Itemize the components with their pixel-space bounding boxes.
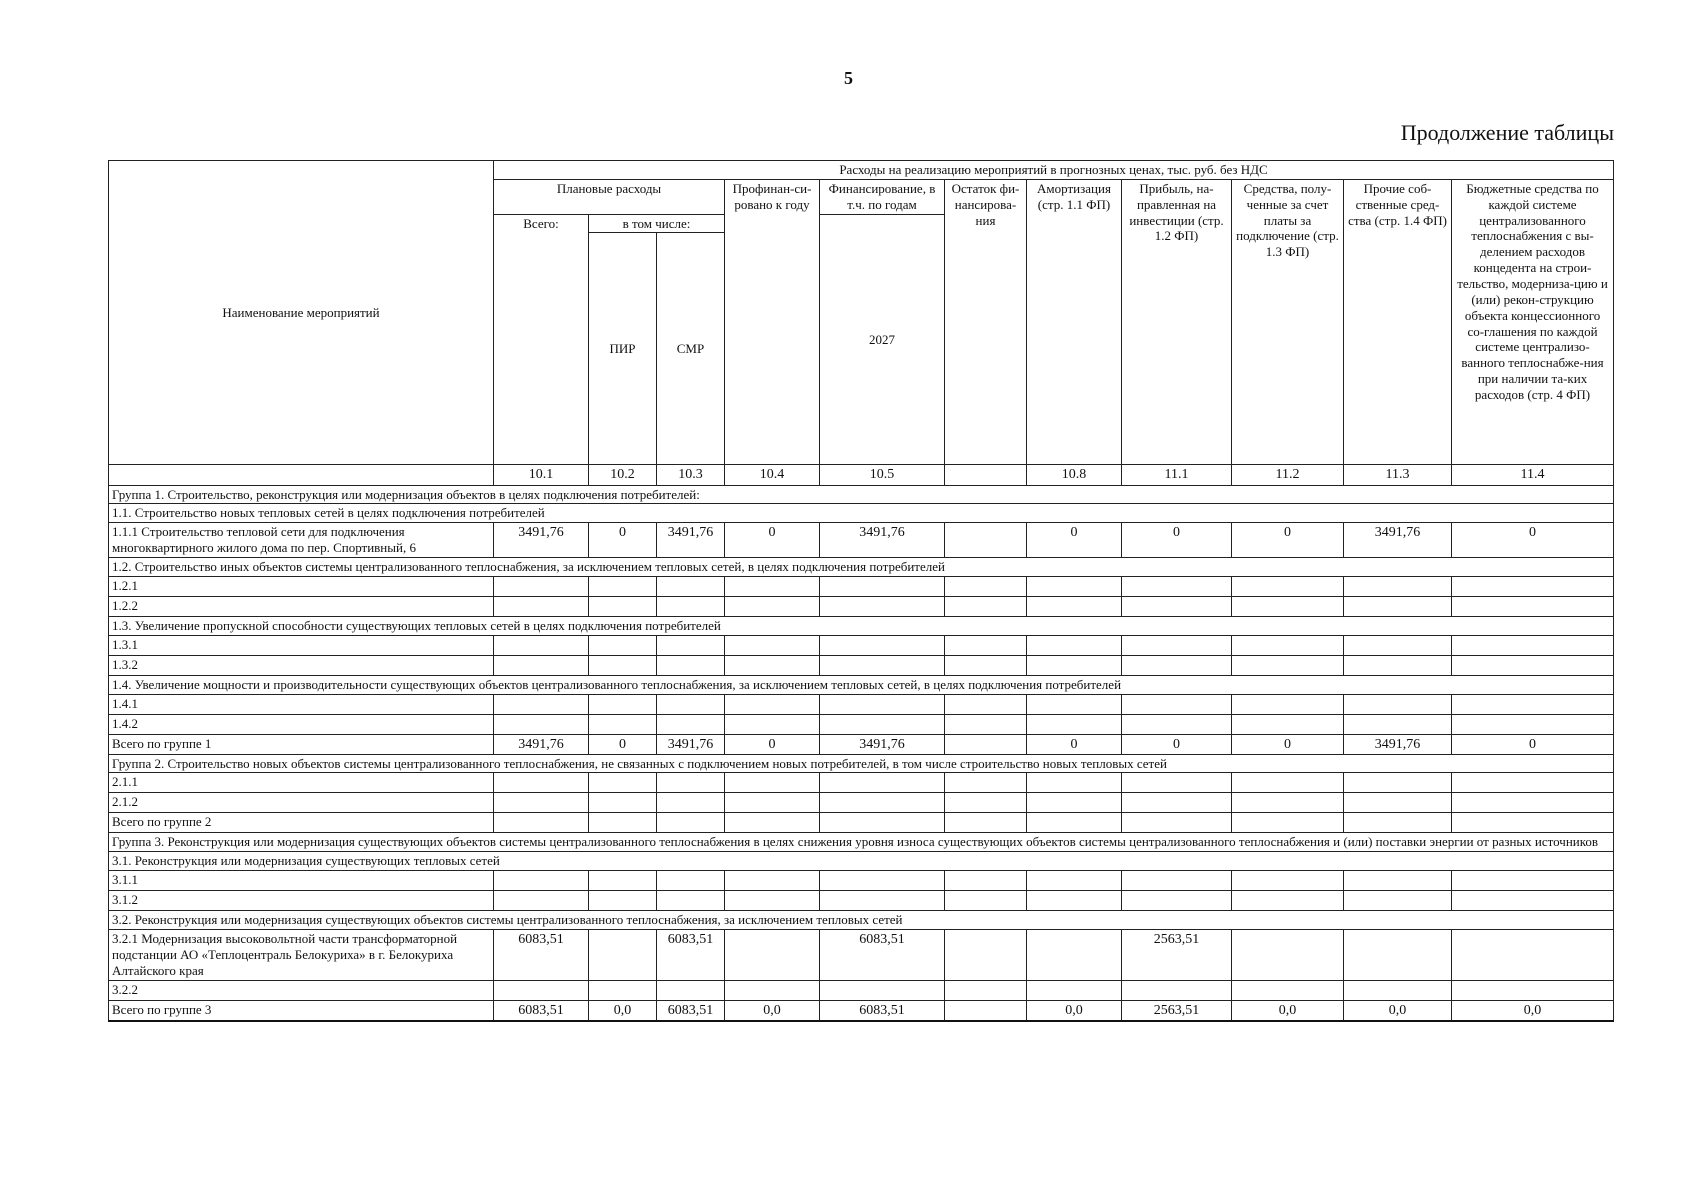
value-cell	[1232, 635, 1344, 655]
column-number-blank	[945, 465, 1027, 485]
value-cell	[1122, 635, 1232, 655]
value-cell	[1122, 714, 1232, 734]
value-cell	[589, 930, 657, 981]
value-cell	[820, 655, 945, 675]
row-name: 1.2.1	[109, 576, 494, 596]
row-name: Всего по группе 3	[109, 1000, 494, 1021]
value-cell	[494, 576, 589, 596]
value-cell	[1232, 596, 1344, 616]
value-cell: 2563,51	[1122, 1000, 1232, 1021]
section-title: Группа 3. Реконструкция или модернизация существующих объектов системы централизованного теплоснабжения в целях снижения уровня износа существующих объектов системы централизованного теплоснабжения и (или) поставки энергии от разных источников	[109, 833, 1614, 852]
value-cell	[725, 891, 820, 911]
row-name: Всего по группе 2	[109, 813, 494, 833]
value-cell: 0	[725, 734, 820, 754]
value-cell	[1232, 813, 1344, 833]
value-cell	[1232, 930, 1344, 981]
header-including: в том числе:	[589, 214, 725, 233]
value-cell: 6083,51	[494, 1000, 589, 1021]
section-row	[109, 557, 1614, 576]
value-cell	[1452, 813, 1614, 833]
section-title: 1.2. Строительство иных объектов системы централизованного теплоснабжения, за исключением тепловых сетей, в целях подключения потребителей	[109, 557, 1614, 576]
value-cell	[589, 655, 657, 675]
row-name: 1.3.2	[109, 655, 494, 675]
column-number: 10.2	[589, 465, 657, 485]
value-cell	[1344, 930, 1452, 981]
value-cell	[494, 980, 589, 1000]
value-cell	[725, 714, 820, 734]
expenses-table	[108, 160, 1614, 1022]
value-cell: 6083,51	[820, 930, 945, 981]
value-cell	[657, 714, 725, 734]
header-budget-funds: Бюджетные средства по каждой системе централизованного теплоснабжения с вы-делением расходов концедента на строи-тельство, модерниза-цию и (или) рекон-струкцию объекта концессионного со-глашения по каждой системе централизо-ванного теплоснабже-ния при наличии та-ких расходов (стр. 4 ФП)	[1452, 179, 1614, 465]
section-row	[109, 675, 1614, 694]
value-cell	[1452, 596, 1614, 616]
section-row	[109, 754, 1614, 773]
row-name: 1.4.2	[109, 714, 494, 734]
value-cell	[657, 694, 725, 714]
value-cell	[1452, 773, 1614, 793]
value-cell: 0	[725, 523, 820, 558]
table-row	[109, 793, 1614, 813]
table-body	[109, 485, 1614, 1021]
value-cell	[820, 714, 945, 734]
value-cell	[494, 871, 589, 891]
value-cell	[820, 773, 945, 793]
column-number: 10.4	[725, 465, 820, 485]
row-name: 3.2.1 Модернизация высоковольтной части трансформаторной подстанции АО «Теплоцентраль Белокуриха» в г. Белокуриха Алтайского края	[109, 930, 494, 981]
value-cell	[494, 773, 589, 793]
value-cell	[820, 871, 945, 891]
header-name-column: Наименование мероприятий	[109, 161, 494, 465]
header-total: Всего:	[494, 214, 589, 465]
header-pir: ПИР	[589, 233, 657, 465]
value-cell: 0,0	[1027, 1000, 1122, 1021]
value-cell	[1452, 694, 1614, 714]
value-cell	[1122, 655, 1232, 675]
empty-cell	[945, 734, 1027, 754]
table-row	[109, 980, 1614, 1000]
value-cell	[820, 576, 945, 596]
value-cell	[1122, 793, 1232, 813]
value-cell: 0,0	[725, 1000, 820, 1021]
value-cell	[1344, 635, 1452, 655]
value-cell	[725, 980, 820, 1000]
value-cell	[820, 813, 945, 833]
empty-cell	[945, 576, 1027, 596]
empty-cell	[945, 891, 1027, 911]
value-cell	[820, 891, 945, 911]
value-cell	[589, 596, 657, 616]
value-cell	[589, 635, 657, 655]
value-cell	[1027, 930, 1122, 981]
section-row	[109, 504, 1614, 523]
value-cell	[657, 980, 725, 1000]
value-cell: 0	[1027, 523, 1122, 558]
row-name: 3.1.1	[109, 871, 494, 891]
row-name: 2.1.1	[109, 773, 494, 793]
value-cell	[1344, 596, 1452, 616]
row-name: 2.1.2	[109, 793, 494, 813]
empty-cell	[945, 813, 1027, 833]
value-cell	[1027, 596, 1122, 616]
value-cell	[1452, 576, 1614, 596]
column-number: 10.3	[657, 465, 725, 485]
column-numbers-row	[109, 465, 1614, 485]
value-cell	[1122, 576, 1232, 596]
value-cell	[1027, 655, 1122, 675]
value-cell: 6083,51	[494, 930, 589, 981]
total-row	[109, 1000, 1614, 1021]
header-other-funds: Прочие соб-ственные сред-ства (стр. 1.4 ФП)	[1344, 179, 1452, 465]
value-cell: 0,0	[589, 1000, 657, 1021]
empty-cell	[945, 930, 1027, 981]
value-cell	[1232, 773, 1344, 793]
value-cell	[657, 576, 725, 596]
header-smr: СМР	[657, 233, 725, 465]
table-row	[109, 596, 1614, 616]
value-cell	[1344, 694, 1452, 714]
value-cell	[820, 793, 945, 813]
value-cell	[1344, 773, 1452, 793]
header-remaining-financing: Остаток фи-нансирова-ния	[945, 179, 1027, 465]
value-cell	[725, 813, 820, 833]
value-cell	[1344, 871, 1452, 891]
table-row	[109, 635, 1614, 655]
value-cell	[1344, 793, 1452, 813]
value-cell	[725, 793, 820, 813]
value-cell	[820, 694, 945, 714]
empty-cell	[945, 714, 1027, 734]
empty-cell	[945, 1000, 1027, 1021]
value-cell	[589, 694, 657, 714]
value-cell	[1122, 596, 1232, 616]
column-number: 11.1	[1122, 465, 1232, 485]
section-row	[109, 485, 1614, 504]
value-cell	[1344, 891, 1452, 911]
empty-cell	[945, 596, 1027, 616]
value-cell: 6083,51	[657, 930, 725, 981]
value-cell	[1344, 813, 1452, 833]
value-cell	[1027, 694, 1122, 714]
value-cell	[589, 576, 657, 596]
value-cell	[1452, 930, 1614, 981]
row-name: 1.4.1	[109, 694, 494, 714]
value-cell: 3491,76	[1344, 734, 1452, 754]
value-cell	[1122, 891, 1232, 911]
section-title: 1.3. Увеличение пропускной способности существующих тепловых сетей в целях подключения потребителей	[109, 616, 1614, 635]
value-cell	[494, 694, 589, 714]
value-cell	[589, 891, 657, 911]
value-cell: 0	[1122, 523, 1232, 558]
value-cell	[589, 773, 657, 793]
value-cell	[494, 813, 589, 833]
value-cell	[1232, 576, 1344, 596]
table-row	[109, 655, 1614, 675]
value-cell	[1452, 714, 1614, 734]
value-cell	[657, 655, 725, 675]
column-number: 11.4	[1452, 465, 1614, 485]
header-planned-expenses: Плановые расходы	[494, 179, 725, 214]
value-cell: 0	[1232, 523, 1344, 558]
table-row	[109, 714, 1614, 734]
value-cell	[725, 655, 820, 675]
table-row	[109, 576, 1614, 596]
column-number: 11.2	[1232, 465, 1344, 485]
value-cell	[589, 871, 657, 891]
row-name: 1.2.2	[109, 596, 494, 616]
value-cell: 3491,76	[657, 734, 725, 754]
value-cell	[1027, 576, 1122, 596]
header-financing: Финансирование, в т.ч. по годам	[820, 179, 945, 214]
value-cell: 2563,51	[1122, 930, 1232, 981]
value-cell	[1122, 694, 1232, 714]
table-row	[109, 523, 1614, 558]
value-cell	[494, 635, 589, 655]
page-number: 5	[844, 68, 853, 88]
value-cell	[725, 773, 820, 793]
value-cell: 3491,76	[494, 523, 589, 558]
value-cell	[494, 714, 589, 734]
value-cell	[725, 871, 820, 891]
value-cell	[589, 813, 657, 833]
value-cell	[657, 773, 725, 793]
value-cell: 0,0	[1452, 1000, 1614, 1021]
value-cell	[657, 596, 725, 616]
value-cell	[1344, 576, 1452, 596]
value-cell: 6083,51	[657, 1000, 725, 1021]
value-cell	[725, 694, 820, 714]
value-cell	[820, 596, 945, 616]
empty-cell	[945, 773, 1027, 793]
value-cell	[589, 793, 657, 813]
value-cell	[725, 930, 820, 981]
value-cell	[657, 793, 725, 813]
value-cell: 0,0	[1232, 1000, 1344, 1021]
value-cell: 3491,76	[820, 734, 945, 754]
value-cell	[1232, 871, 1344, 891]
value-cell	[1232, 793, 1344, 813]
table-header	[109, 161, 1614, 486]
value-cell	[1027, 980, 1122, 1000]
value-cell	[1452, 980, 1614, 1000]
header-amortization: Амортизация (стр. 1.1 ФП)	[1027, 179, 1122, 465]
section-title: 3.2. Реконструкция или модернизация существующих объектов системы централизованного теплоснабжения, за исключением тепловых сетей	[109, 911, 1614, 930]
column-number: 10.8	[1027, 465, 1122, 485]
header-expenses-group: Расходы на реализацию мероприятий в прогнозных ценах, тыс. руб. без НДС	[494, 161, 1614, 180]
row-name: 3.2.2	[109, 980, 494, 1000]
column-number: 11.3	[1344, 465, 1452, 485]
column-number: 10.5	[820, 465, 945, 485]
empty-cell	[945, 523, 1027, 558]
header-profit: Прибыль, на-правленная на инвестиции (стр. 1.2 ФП)	[1122, 179, 1232, 465]
section-title: 1.4. Увеличение мощности и производительности существующих объектов централизованного теплоснабжения, за исключением тепловых сетей, в целях подключения потребителей	[109, 675, 1614, 694]
value-cell	[657, 635, 725, 655]
header-year: 2027	[820, 214, 945, 465]
value-cell	[494, 596, 589, 616]
value-cell	[1452, 793, 1614, 813]
value-cell	[1122, 773, 1232, 793]
value-cell	[1027, 891, 1122, 911]
empty-cell	[945, 793, 1027, 813]
value-cell: 0	[1452, 734, 1614, 754]
column-number: 10.1	[494, 465, 589, 485]
section-title: Группа 1. Строительство, реконструкция или модернизация объектов в целях подключения потребителей:	[109, 485, 1614, 504]
empty-cell	[945, 635, 1027, 655]
value-cell	[725, 576, 820, 596]
table-row	[109, 694, 1614, 714]
value-cell	[1027, 635, 1122, 655]
table-row	[109, 813, 1614, 833]
value-cell	[1232, 891, 1344, 911]
value-cell	[1344, 980, 1452, 1000]
table-row	[109, 930, 1614, 981]
value-cell: 0	[589, 734, 657, 754]
value-cell: 0	[1122, 734, 1232, 754]
value-cell: 0	[589, 523, 657, 558]
value-cell	[1452, 635, 1614, 655]
section-row	[109, 911, 1614, 930]
total-row	[109, 734, 1614, 754]
value-cell	[1122, 871, 1232, 891]
value-cell: 6083,51	[820, 1000, 945, 1021]
value-cell	[725, 596, 820, 616]
section-row	[109, 833, 1614, 852]
value-cell	[1452, 871, 1614, 891]
value-cell	[1027, 871, 1122, 891]
value-cell	[657, 813, 725, 833]
section-title: 1.1. Строительство новых тепловых сетей в целях подключения потребителей	[109, 504, 1614, 523]
value-cell	[1344, 655, 1452, 675]
value-cell	[1344, 714, 1452, 734]
value-cell: 0	[1452, 523, 1614, 558]
empty-cell	[945, 655, 1027, 675]
value-cell	[1027, 793, 1122, 813]
value-cell	[589, 980, 657, 1000]
value-cell	[494, 793, 589, 813]
column-number-blank	[109, 465, 494, 485]
row-name: Всего по группе 1	[109, 734, 494, 754]
value-cell	[820, 980, 945, 1000]
section-title: 3.1. Реконструкция или модернизация существующих тепловых сетей	[109, 852, 1614, 871]
value-cell	[494, 655, 589, 675]
value-cell: 3491,76	[820, 523, 945, 558]
section-row	[109, 616, 1614, 635]
value-cell	[1452, 891, 1614, 911]
value-cell: 0	[1027, 734, 1122, 754]
value-cell: 0,0	[1344, 1000, 1452, 1021]
row-name: 1.3.1	[109, 635, 494, 655]
row-name: 3.1.2	[109, 891, 494, 911]
value-cell	[1027, 714, 1122, 734]
section-row	[109, 852, 1614, 871]
header-connection-funds: Средства, полу-ченные за счет платы за подключение (стр. 1.3 ФП)	[1232, 179, 1344, 465]
value-cell	[589, 714, 657, 734]
table-row	[109, 773, 1614, 793]
row-name: 1.1.1 Строительство тепловой сети для подключения многоквартирного жилого дома по пер. Спортивный, 6	[109, 523, 494, 558]
value-cell	[1122, 980, 1232, 1000]
value-cell: 3491,76	[657, 523, 725, 558]
value-cell	[1232, 714, 1344, 734]
empty-cell	[945, 871, 1027, 891]
value-cell	[820, 635, 945, 655]
empty-cell	[945, 694, 1027, 714]
value-cell	[657, 891, 725, 911]
value-cell	[494, 891, 589, 911]
empty-cell	[945, 980, 1027, 1000]
value-cell: 3491,76	[1344, 523, 1452, 558]
value-cell: 3491,76	[494, 734, 589, 754]
header-prefinanced: Профинан-си-ровано к году	[725, 179, 820, 465]
value-cell	[1027, 773, 1122, 793]
value-cell	[1232, 655, 1344, 675]
table-row	[109, 871, 1614, 891]
continuation-label: Продолжение таблицы	[1400, 120, 1614, 145]
value-cell	[1027, 813, 1122, 833]
value-cell	[1452, 655, 1614, 675]
table-row	[109, 891, 1614, 911]
value-cell: 0	[1232, 734, 1344, 754]
section-title: Группа 2. Строительство новых объектов системы централизованного теплоснабжения, не связанных с подключением новых потребителей, в том числе строительство новых тепловых сетей	[109, 754, 1614, 773]
value-cell	[1232, 694, 1344, 714]
value-cell	[1122, 813, 1232, 833]
value-cell	[657, 871, 725, 891]
value-cell	[1232, 980, 1344, 1000]
value-cell	[725, 635, 820, 655]
